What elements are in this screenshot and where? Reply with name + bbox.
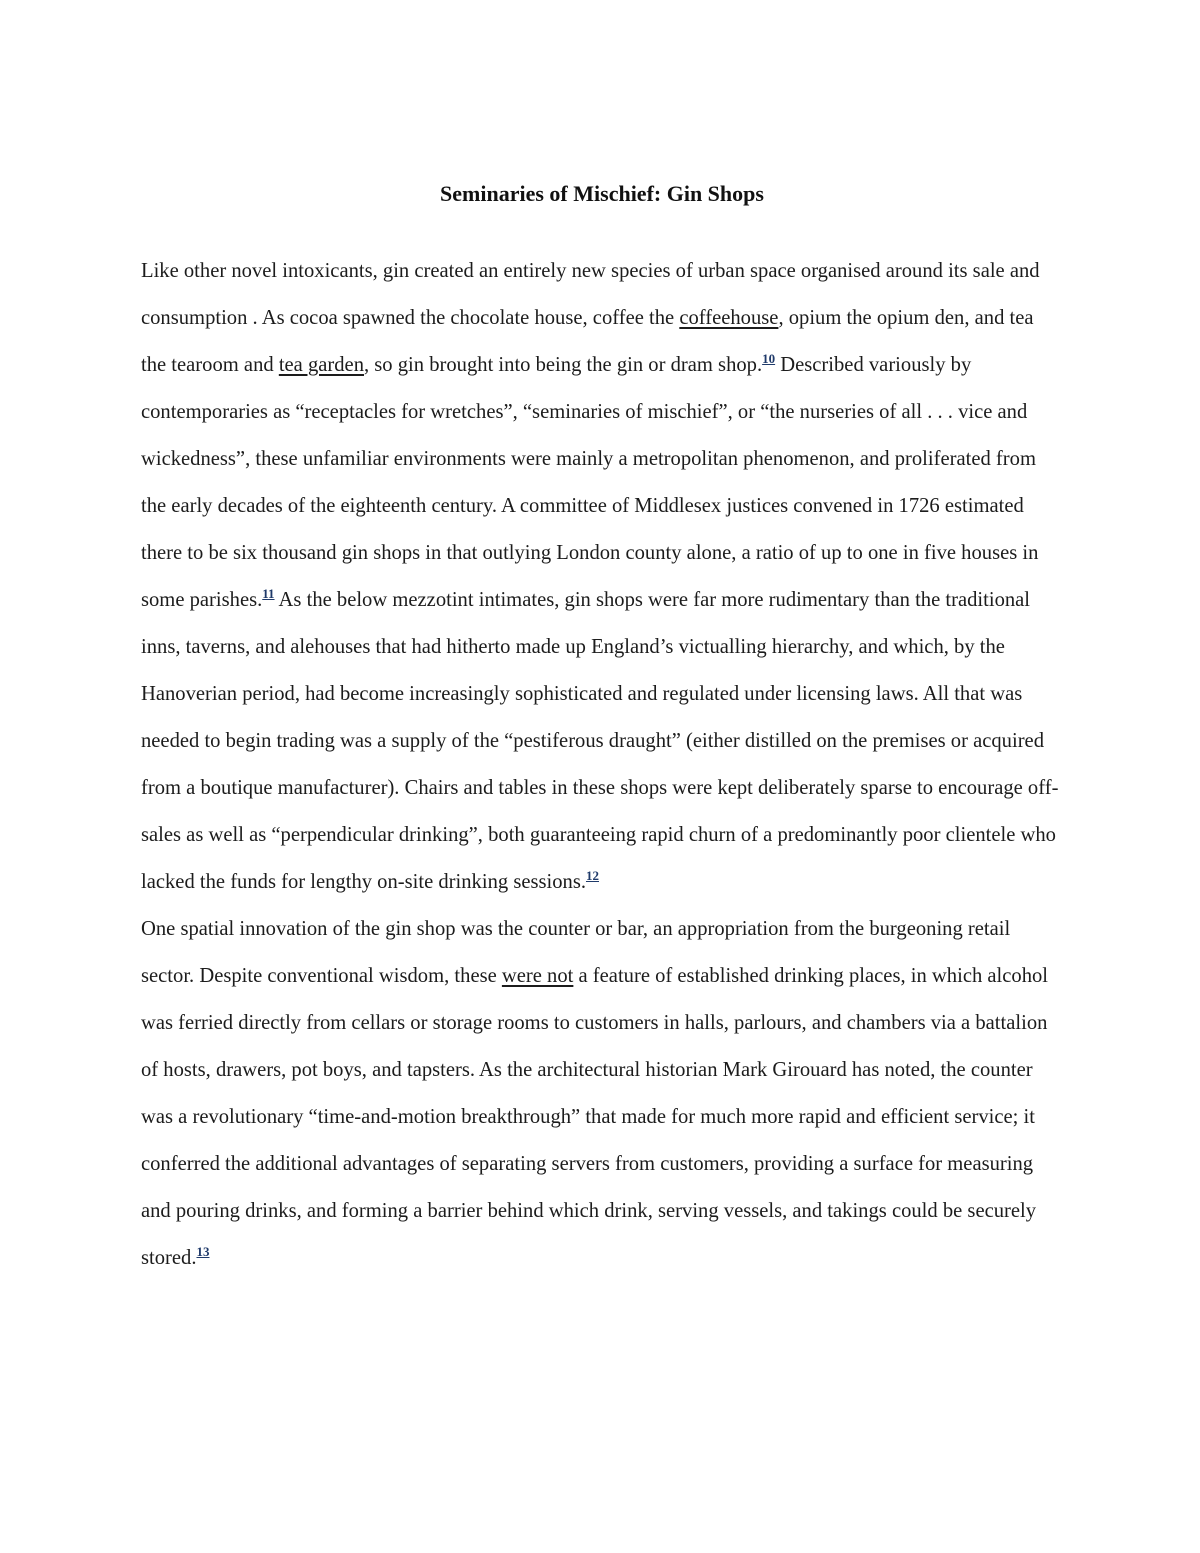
footnote-ref-13[interactable]: 13 [196, 1244, 210, 1260]
document-page [141, 172, 1063, 1282]
paragraph-text: , so gin brought into being the gin or dram shop. [364, 354, 763, 376]
paragraph-text: Like other novel intoxicants, gin created an entirely new species of urban space organised around its sale and consumption . As cocoa spawned the chocolate house, coffee the [141, 260, 1040, 329]
paragraph-text: As the below mezzotint intimates, gin shops were far more rudimentary than the traditional inns, taverns, and alehouses that had hitherto made up England’s victualling hierarchy, and which, by the Hanoverian period, had become increasingly sophisticated and regulated under licensing laws. All that was needed to begin trading was a supply of the “pestiferous draught” (either distilled on the premises or acquired from a boutique manufacturer). Chairs and tables in these shops were kept deliberately sparse to encourage off-sales as well as “perpendicular drinking”, both guaranteeing rapid churn of a predominantly poor clientele who lacked the funds for lengthy on-site drinking sessions. [141, 589, 1059, 893]
paragraph-text: One spatial innovation of the gin shop was the counter or bar, an appropriation from the burgeoning retail sector. Despite conventional wisdom, these [141, 918, 1011, 987]
paragraph-1 [141, 248, 1063, 906]
footnote-ref-11[interactable]: 11 [262, 586, 275, 602]
paragraph-text: Described variously by contemporaries as “receptacles for wretches”, “seminaries of mischief”, or “the nurseries of all . . . vice and wickedness”, these unfamiliar environments were mainly a metropolitan phenomenon, and proliferated from the early decades of the eighteenth century. A committee of Middlesex justices convened in 1726 estimated there to be six thousand gin shops in that outlying London county alone, a ratio of up to one in five houses in some parishes. [141, 354, 1039, 611]
paragraph-2 [141, 906, 1063, 1282]
page-title: Seminaries of Mischief: Gin Shops [440, 181, 764, 206]
footnote-ref-12[interactable]: 12 [585, 868, 599, 884]
coffeehouse-link[interactable]: coffeehouse [679, 307, 779, 329]
paragraph-text: a feature of established drinking places, in which alcohol was ferried directly from cellars or storage rooms to customers in halls, parlours, and chambers via a battalion of hosts, drawers, pot boys, and tapsters. As the architectural historian Mark Girouard has noted, the counter was a revolutionary “time-and-motion breakthrough” that made for much more rapid and efficient service; it conferred the additional advantages of separating servers from customers, providing a surface for measuring and pouring drinks, and forming a barrier behind which drink, serving vessels, and takings could be securely stored. [141, 965, 1049, 1269]
footnote-ref-10[interactable]: 10 [762, 351, 776, 367]
tea-garden-link[interactable]: tea garden [278, 354, 364, 376]
paragraph-text: , opium the opium den, and tea the tearoom and [141, 307, 1034, 376]
were-not-link[interactable]: were not [501, 965, 574, 987]
